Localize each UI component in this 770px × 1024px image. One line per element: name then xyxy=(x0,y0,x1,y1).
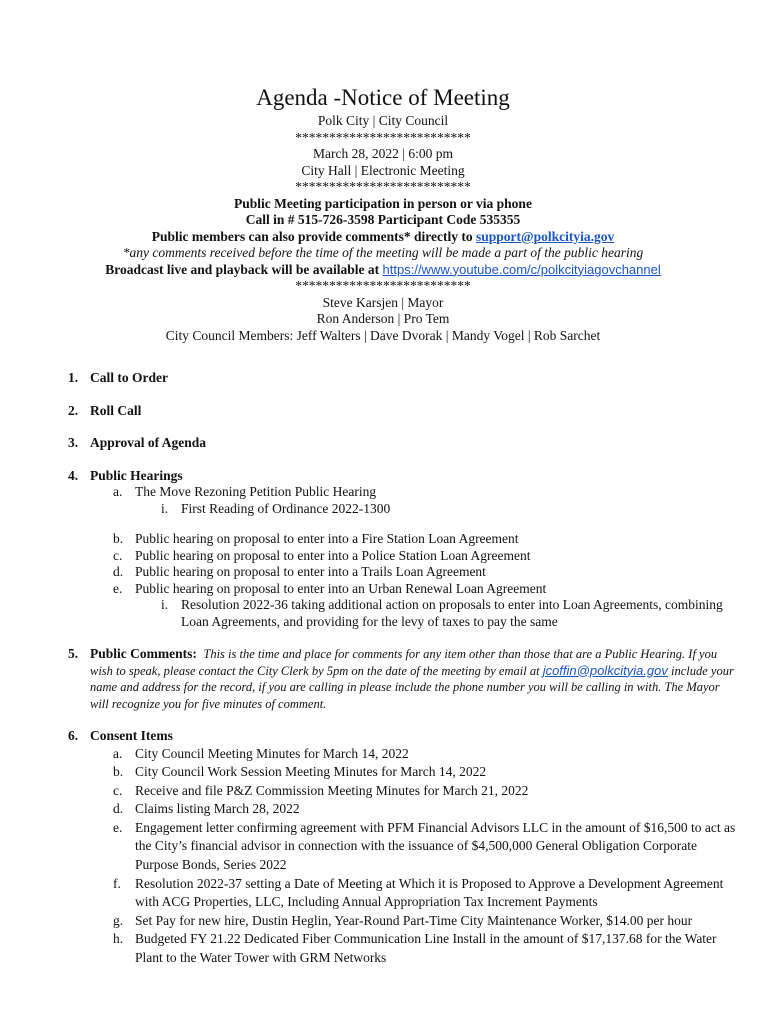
participation-line: Public Meeting participation in person or via phone xyxy=(234,195,532,211)
item-title: Public Comments: xyxy=(90,646,197,661)
sub-sub-list xyxy=(135,501,738,518)
agenda-item xyxy=(58,646,738,712)
sub-item xyxy=(113,484,738,517)
sub-text: The Move Rezoning Petition Public Hearing xyxy=(135,484,377,499)
sub-text: City Council Meeting Minutes for March 14, 2022 xyxy=(135,745,409,761)
item-number: 1. xyxy=(68,370,79,385)
agenda-list xyxy=(58,370,738,968)
organization-line: Polk City | City Council xyxy=(317,113,449,128)
sub-text: Claims listing March 28, 2022 xyxy=(135,801,300,817)
sub-label: d. xyxy=(113,564,124,579)
support-email-link[interactable]: support@polkcityia.gov xyxy=(476,228,615,244)
sub-label: c. xyxy=(113,547,123,563)
sub-label: b. xyxy=(113,764,124,780)
item-title: Call to Order xyxy=(90,370,168,385)
sub-label: a. xyxy=(113,484,123,499)
sub-item xyxy=(113,819,738,875)
sub-item xyxy=(113,782,738,801)
sub-label: e. xyxy=(113,819,123,835)
sub-label: f. xyxy=(113,875,121,891)
sub-label: a. xyxy=(113,745,123,761)
sub-label: h. xyxy=(113,931,124,947)
item-number: 4. xyxy=(68,467,79,483)
comments-note: *any comments received before the time of the meeting will be made a part of the public hearing xyxy=(122,245,644,260)
item-title: Roll Call xyxy=(90,402,142,418)
sub-item xyxy=(113,580,738,631)
sub-text: Public hearing on proposal to enter into a Trails Loan Agreement xyxy=(135,564,486,579)
sub-item xyxy=(113,564,738,581)
spacer xyxy=(135,517,738,531)
agenda-item xyxy=(58,403,738,420)
sub-item xyxy=(113,912,738,931)
page-title: Agenda -Notice of Meeting xyxy=(256,85,510,110)
item-title: Consent Items xyxy=(90,728,173,743)
comments-line xyxy=(58,229,708,246)
divider-stars: ************************** xyxy=(295,179,471,194)
sub-label: g. xyxy=(113,912,124,928)
agenda-item xyxy=(58,468,738,631)
agenda-item xyxy=(58,370,738,387)
sub-text: Set Pay for new hire, Dustin Heglin, Year-Round Part-Time City Maintenance Worker, $14.00 per hour xyxy=(135,912,693,928)
sub-label: c. xyxy=(113,782,123,798)
sub-item xyxy=(113,745,738,764)
sub-text: Public hearing on proposal to enter into a Police Station Loan Agreement xyxy=(135,547,531,563)
comments-prefix: Public members can also provide comments* directly to xyxy=(151,228,476,244)
sub-text: City Council Work Session Meeting Minutes for March 14, 2022 xyxy=(135,764,487,780)
sub-sub-text: First Reading of Ordinance 2022-1300 xyxy=(181,500,391,516)
sub-sub-label: i. xyxy=(161,500,169,516)
sub-item xyxy=(113,547,738,565)
sub-sub-list xyxy=(135,597,738,630)
broadcast-prefix: Broadcast live and playback will be available at xyxy=(105,261,383,277)
item-number: 3. xyxy=(68,435,79,450)
item-title: Approval of Agenda xyxy=(90,435,207,450)
item-number: 6. xyxy=(68,728,79,743)
sub-item xyxy=(113,531,738,548)
pro-tem-line: Ron Anderson | Pro Tem xyxy=(316,311,450,326)
sub-label: d. xyxy=(113,801,124,817)
sub-sub-item xyxy=(161,597,738,630)
sub-sub-text: Resolution 2022-36 taking additional action on proposals to enter into Loan Agreements, combining Loan Agreements, and providing for the levy of taxes to pay the same xyxy=(181,597,723,629)
sub-text: Public hearing on proposal to enter into a Fire Station Loan Agreement xyxy=(135,531,519,546)
public-comments-text-1: This is the time and place for comments for any item other than those that are a Public Hearing. If you wish to speak, please contact the City Clerk by 5pm on the date of the meeting by email at xyxy=(90,647,718,678)
meeting-location: City Hall | Electronic Meeting xyxy=(301,162,465,178)
council-members-line: City Council Members: Jeff Walters | Dave Dvorak | Mandy Vogel | Rob Sarchet xyxy=(165,327,601,343)
clerk-email-link[interactable]: jcoffin@polkcityia.gov xyxy=(542,662,668,678)
item-number: 2. xyxy=(68,402,79,418)
sub-sub-item xyxy=(161,500,738,518)
agenda-item xyxy=(58,435,738,452)
agenda-item xyxy=(58,728,738,968)
sub-text: Resolution 2022-37 setting a Date of Meeting at Which it is Proposed to Approve a Development Agreement with ACG Properties, LLC, Including Annual Appropriation Tax Increment Payments xyxy=(135,875,724,910)
item-number: 5. xyxy=(68,646,79,661)
sub-text: Public hearing on proposal to enter into an Urban Renewal Loan Agreement xyxy=(135,580,547,596)
sub-list xyxy=(90,745,738,968)
sub-list xyxy=(90,484,738,630)
divider-stars: ************************** xyxy=(295,278,471,293)
sub-text: Engagement letter confirming agreement with PFM Financial Advisors LLC in the amount of $16,500 to act as the City’s financial advisor in connection with the issuance of $4,500,000 General Obligation Corporate Purpose Bonds, Series 2022 xyxy=(135,819,736,873)
call-in-line: Call in # 515-726-3598 Participant Code 535355 xyxy=(245,212,521,227)
sub-sub-label: i. xyxy=(161,597,169,612)
sub-label: e. xyxy=(113,580,123,596)
broadcast-line xyxy=(58,262,708,279)
sub-text: Budgeted FY 21.22 Dedicated Fiber Communication Line Install in the amount of $17,137.68 for the Water Plant to the Water Tower with GRM Networks xyxy=(135,931,717,966)
sub-item xyxy=(113,875,738,912)
meeting-date: March 28, 2022 | 6:00 pm xyxy=(313,146,453,161)
sub-label: b. xyxy=(113,531,124,546)
youtube-channel-link[interactable]: https://www.youtube.com/c/polkcityiagovchannel xyxy=(382,261,661,277)
divider-stars: ************************** xyxy=(295,129,471,145)
mayor-line: Steve Karsjen | Mayor xyxy=(322,294,444,310)
sub-item xyxy=(113,763,738,782)
sub-item xyxy=(113,800,738,819)
sub-item xyxy=(113,930,738,967)
agenda-header xyxy=(58,84,708,344)
sub-text: Receive and file P&Z Commission Meeting Minutes for March 21, 2022 xyxy=(135,782,529,798)
public-comments-text-2: include your name and address for the record, if you are calling in please include the phone number you will be calling in with. The Mayor will recognize you for five minutes of comment. xyxy=(90,663,734,711)
item-title: Public Hearings xyxy=(90,467,183,483)
